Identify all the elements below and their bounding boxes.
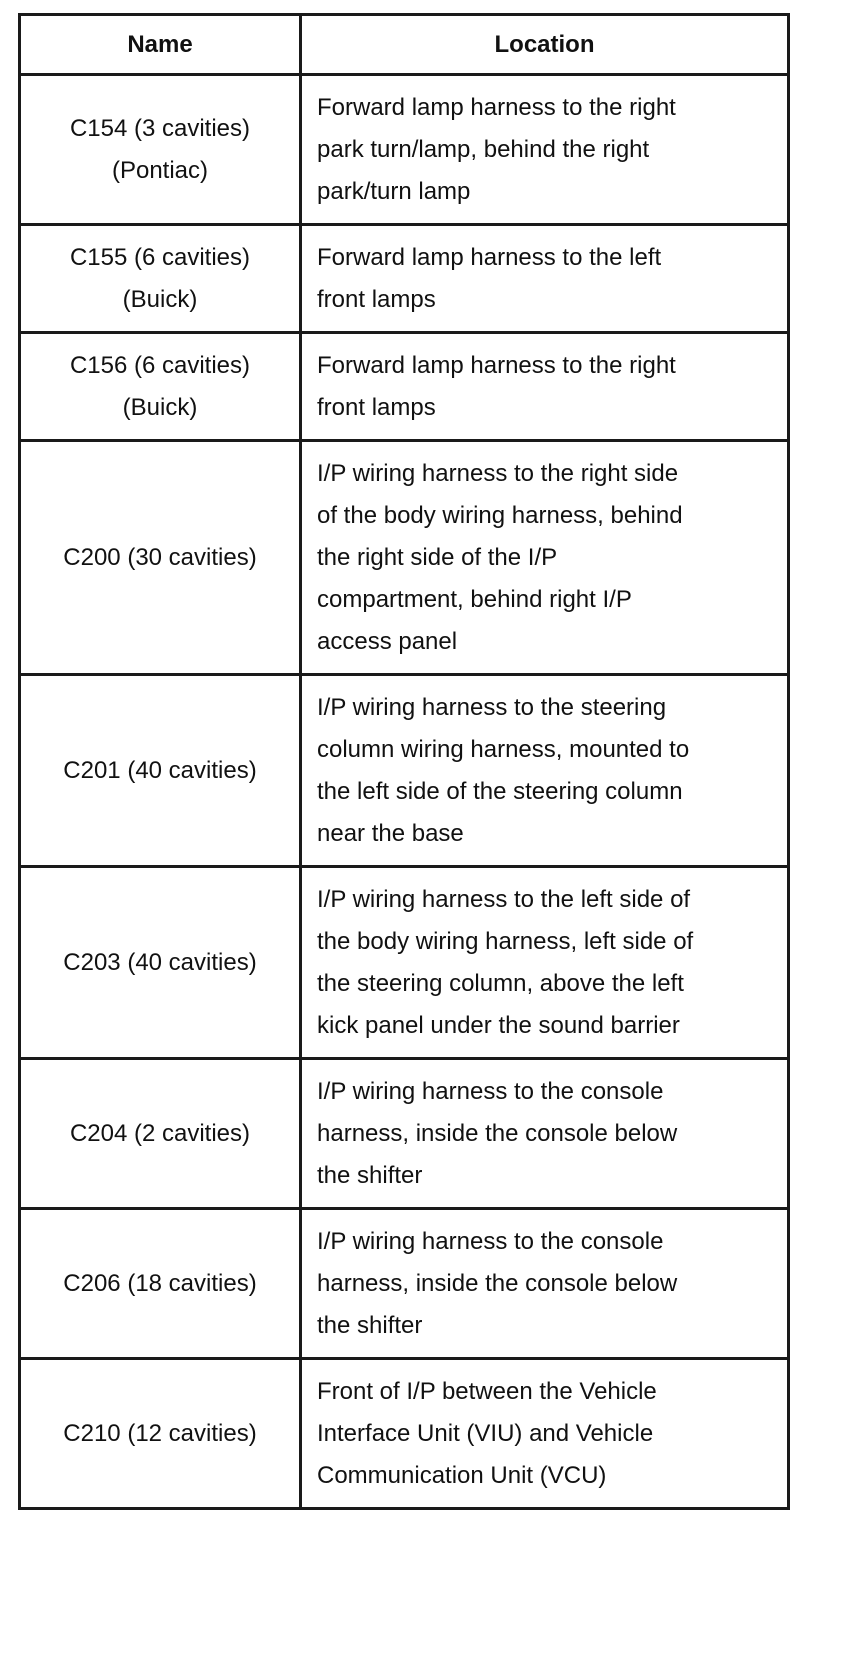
connector-name-cell [20, 225, 301, 333]
connector-location-cell [301, 225, 789, 333]
connector-location-line: I/P wiring harness to the console [317, 1228, 664, 1255]
connector-name-line: C154 (3 cavities) [69, 114, 251, 142]
connector-location-line: park/turn lamp [317, 178, 471, 205]
connector-location-cell [301, 441, 789, 675]
table-row [20, 225, 789, 333]
connector-name-line: C206 (18 cavities) [63, 1269, 257, 1297]
connector-location-line: the left side of the steering column [317, 778, 683, 805]
connector-name-line: (Buick) [122, 393, 198, 421]
connector-name-cell [20, 441, 301, 675]
table-row [20, 675, 789, 867]
connector-location-line: near the base [317, 820, 464, 847]
connector-location-cell [301, 675, 789, 867]
connector-location-line: harness, inside the console below [317, 1270, 678, 1297]
connector-location-cell [301, 1209, 789, 1359]
connector-name-cell [20, 1059, 301, 1209]
table-row [20, 75, 789, 225]
connector-location-cell [301, 333, 789, 441]
connector-name-line: C210 (12 cavities) [63, 1419, 257, 1447]
header-row [20, 15, 789, 75]
connector-location-line: kick panel under the sound barrier [317, 1012, 680, 1039]
connector-location-line: Interface Unit (VIU) and Vehicle [317, 1420, 654, 1447]
connector-location-line: Forward lamp harness to the left [317, 244, 662, 271]
connector-name-cell [20, 675, 301, 867]
connector-name-line: C204 (2 cavities) [69, 1119, 251, 1147]
connector-location-line: Communication Unit (VCU) [317, 1462, 607, 1489]
connector-location-cell [301, 1359, 789, 1509]
connector-name-cell [20, 1209, 301, 1359]
table-body [20, 75, 789, 1509]
table-row [20, 867, 789, 1059]
connector-location-line: front lamps [317, 394, 436, 421]
connector-name-line: (Buick) [122, 285, 198, 313]
connector-location-line: the body wiring harness, left side of [317, 928, 694, 955]
connector-name-cell [20, 867, 301, 1059]
connector-location-line: Front of I/P between the Vehicle [317, 1378, 657, 1405]
connector-name-line: (Pontiac) [111, 156, 209, 184]
connector-name-line: C203 (40 cavities) [63, 948, 257, 976]
connector-name-line: C201 (40 cavities) [63, 756, 257, 784]
connector-location-line: compartment, behind right I/P [317, 586, 632, 613]
table-row [20, 333, 789, 441]
connector-location-table [18, 13, 790, 1510]
connector-location-line: I/P wiring harness to the left side of [317, 886, 691, 913]
connector-name-cell [20, 75, 301, 225]
table-row [20, 1359, 789, 1509]
connector-location-line: the steering column, above the left [317, 970, 684, 997]
connector-location-line: front lamps [317, 286, 436, 313]
connector-name-line: C155 (6 cavities) [69, 243, 251, 271]
connector-location-line: harness, inside the console below [317, 1120, 678, 1147]
connector-location-line: I/P wiring harness to the console [317, 1078, 664, 1105]
connector-location-line: of the body wiring harness, behind [317, 502, 683, 529]
connector-name-cell [20, 1359, 301, 1509]
connector-name-cell [20, 333, 301, 441]
connector-location-line: the shifter [317, 1162, 423, 1189]
connector-location-cell [301, 75, 789, 225]
connector-location-line: Forward lamp harness to the right [317, 352, 676, 379]
connector-location-cell [301, 1059, 789, 1209]
header-location: Location [301, 15, 789, 75]
connector-name-line: C156 (6 cavities) [69, 351, 251, 379]
connector-location-cell [301, 867, 789, 1059]
connector-location-line: I/P wiring harness to the right side [317, 460, 679, 487]
table-row [20, 1059, 789, 1209]
table-row [20, 441, 789, 675]
connector-location-line: park turn/lamp, behind the right [317, 136, 650, 163]
connector-location-line: column wiring harness, mounted to [317, 736, 690, 763]
connector-location-line: the right side of the I/P [317, 544, 558, 571]
connector-location-line: I/P wiring harness to the steering [317, 694, 667, 721]
table-row [20, 1209, 789, 1359]
connector-location-line: Forward lamp harness to the right [317, 94, 676, 121]
connector-location-line: access panel [317, 628, 458, 655]
connector-location-line: the shifter [317, 1312, 423, 1339]
header-name: Name [20, 15, 301, 75]
connector-name-line: C200 (30 cavities) [63, 543, 257, 571]
